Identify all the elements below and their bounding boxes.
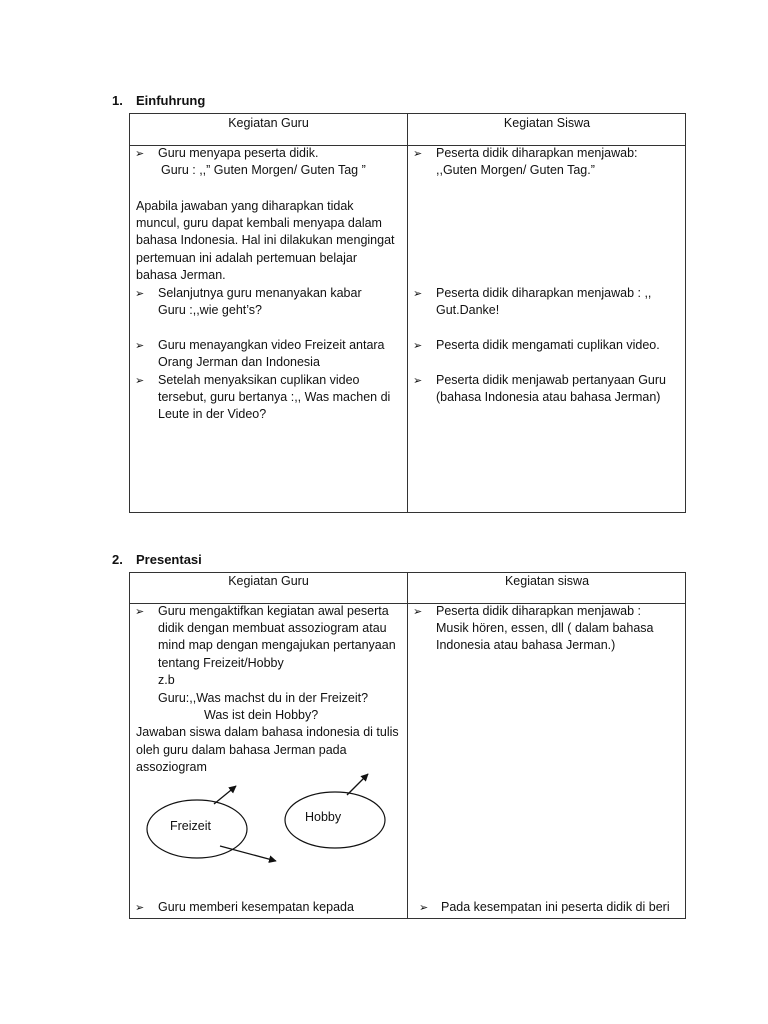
text-line: tentang Freizeit/Hobby — [158, 656, 284, 670]
text-line: muncul, guru dapat kembali menyapa dalam — [136, 216, 382, 230]
text-line: Leute in der Video? — [158, 407, 267, 421]
hobby-label: Hobby — [305, 810, 342, 824]
header-kegiatan-guru: Kegiatan Guru — [228, 116, 309, 130]
arrow-icon — [220, 846, 276, 861]
section-number: 1. — [112, 93, 123, 108]
text-line: Gut.Danke! — [436, 303, 500, 317]
text-line: Pada kesempatan ini peserta didik di beri — [441, 900, 670, 914]
arrow-bullet-icon: ➢ — [413, 606, 423, 618]
section-2-heading — [112, 552, 312, 570]
text-line: Setelah menyaksikan cuplikan video — [158, 373, 360, 387]
arrow-bullet-icon: ➢ — [413, 288, 423, 300]
arrow-bullet-icon: ➢ — [135, 375, 145, 387]
text-line: Guru menayangkan video Freizeit antara — [158, 338, 385, 352]
text-line: Peserta didik diharapkan menjawab : ,, — [436, 286, 652, 300]
text-line: bahasa Jerman. — [136, 268, 226, 282]
arrow-bullet-icon: ➢ — [135, 148, 145, 160]
text-line: Was ist dein Hobby? — [204, 708, 319, 722]
text-line: Peserta didik menjawab pertanyaan Guru — [436, 373, 666, 387]
arrow-bullet-icon: ➢ — [135, 288, 145, 300]
text-line: ,,Guten Morgen/ Guten Tag.” — [436, 163, 595, 177]
text-line: assoziogram — [136, 760, 207, 774]
text-line: Apabila jawaban yang diharapkan tidak — [136, 199, 354, 213]
arrow-bullet-icon: ➢ — [413, 148, 423, 160]
section-title: Einfuhrung — [136, 93, 206, 108]
text-line: Guru:,,Was machst du in der Freizeit? — [158, 691, 369, 705]
text-line: mind map dengan mengajukan pertanyaan — [158, 638, 396, 652]
text-line: bahasa Indonesia. Hal ini dilakukan mengingat — [136, 233, 395, 247]
text-line: Guru memberi kesempatan kepada — [158, 900, 354, 914]
freizeit-label: Freizeit — [170, 819, 211, 833]
arrow-icon — [347, 774, 368, 795]
text-line: Guru :,,wie geht’s? — [158, 303, 262, 317]
arrow-icon — [214, 786, 236, 804]
text-line: Jawaban siswa dalam bahasa indonesia di tulis — [136, 725, 399, 739]
text-line: tersebut, guru bertanya :,, Was machen di — [158, 390, 391, 404]
arrow-bullet-icon: ➢ — [419, 902, 429, 914]
header-kegiatan-siswa: Kegiatan Siswa — [503, 116, 591, 130]
text-line: Guru : ,,” Guten Morgen/ Guten Tag ” — [161, 163, 366, 177]
arrow-bullet-icon: ➢ — [413, 340, 423, 352]
section-number: 2. — [112, 552, 123, 567]
arrow-bullet-icon: ➢ — [135, 902, 145, 914]
section-title: Presentasi — [136, 552, 202, 567]
text-line: Orang Jerman dan Indonesia — [158, 355, 320, 369]
text-line: Guru mengaktifkan kegiatan awal peserta — [158, 604, 389, 618]
header-kegiatan-siswa: Kegiatan siswa — [504, 574, 590, 588]
arrow-bullet-icon: ➢ — [135, 340, 145, 352]
text-line: didik dengan membuat assoziogram atau — [158, 621, 387, 635]
text-line: oleh guru dalam bahasa Jerman pada — [136, 743, 347, 757]
header-kegiatan-guru: Kegiatan Guru — [228, 574, 309, 588]
arrow-bullet-icon: ➢ — [413, 375, 423, 387]
text-line: Peserta didik diharapkan menjawab : — [436, 604, 641, 618]
text-line: Musik hören, essen, dll ( dalam bahasa — [436, 621, 654, 635]
text-line: (bahasa Indonesia atau bahasa Jerman) — [436, 390, 661, 404]
text-line: Peserta didik mengamati cuplikan video. — [436, 338, 660, 352]
arrow-bullet-icon: ➢ — [135, 606, 145, 618]
text-line: Selanjutnya guru menanyakan kabar — [158, 286, 362, 300]
text-line: Peserta didik diharapkan menjawab: — [436, 146, 638, 160]
column-divider — [407, 114, 408, 512]
text-line: pertemuan ini adalah pertemuan belajar — [136, 251, 357, 265]
text-line: Indonesia atau bahasa Jerman.) — [436, 638, 616, 652]
column-divider — [407, 573, 408, 918]
text-line: Guru menyapa peserta didik. — [158, 146, 319, 160]
text-line: z.b — [158, 673, 175, 687]
section-1-heading — [112, 93, 312, 111]
